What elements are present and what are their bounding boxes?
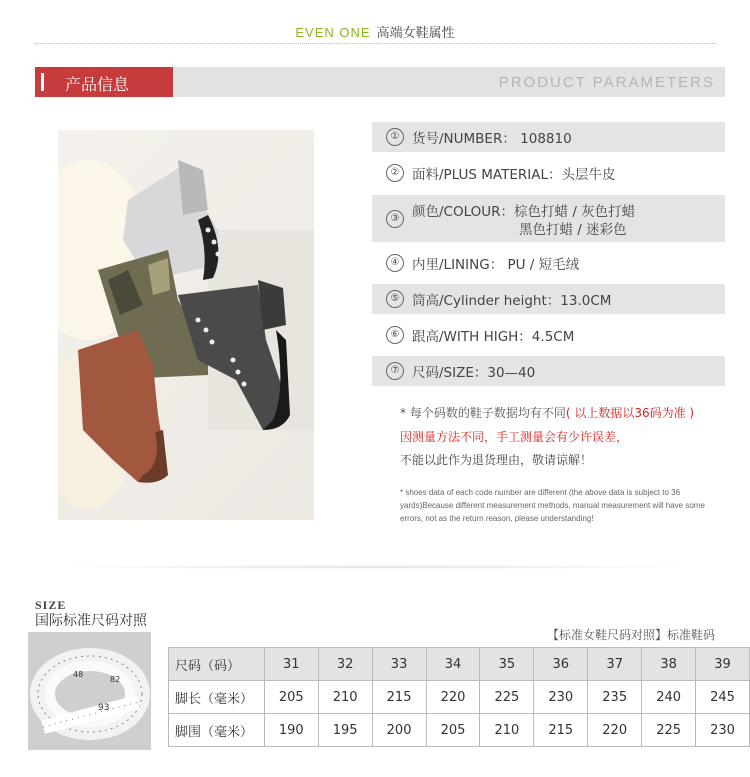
- divider-shadow: [40, 565, 710, 569]
- note-highlight: ( 以上数据以36码为准 ): [565, 406, 695, 420]
- param-label: 尺码/SIZE：30—40: [412, 365, 536, 381]
- param-label-line1: 颜色/COLOUR：棕色打蜡 / 灰色打蜡: [412, 204, 636, 220]
- table-cell: 225: [642, 714, 696, 747]
- table-cell: 35: [480, 648, 534, 681]
- param-index: ⑤: [386, 290, 404, 308]
- param-label: [412, 203, 635, 239]
- measuring-tape-illustration: [28, 632, 151, 750]
- table-cell: 245: [696, 681, 750, 714]
- param-label-line2: 黑色打蜡 / 迷彩色: [519, 222, 627, 238]
- param-size: [372, 356, 725, 386]
- table-cell: 195: [318, 714, 372, 747]
- svg-text:48: 48: [73, 670, 84, 679]
- svg-text:82: 82: [110, 675, 121, 684]
- param-material: [372, 158, 725, 188]
- table-cell: 190: [264, 714, 318, 747]
- table-cell: 235: [588, 681, 642, 714]
- param-number: [372, 122, 725, 152]
- page-subtitle: 高端女鞋属性: [376, 26, 455, 41]
- table-cell: 36: [534, 648, 588, 681]
- table-cell: 230: [534, 681, 588, 714]
- table-cell: 39: [696, 648, 750, 681]
- param-index: ③: [386, 210, 404, 228]
- table-cell: 210: [480, 714, 534, 747]
- table-row: [169, 648, 750, 681]
- table-cell: 210: [318, 681, 372, 714]
- table-cell: 32: [318, 648, 372, 681]
- boots-illustration: [58, 130, 314, 520]
- size-title-cn: 国际标准尺码对照: [35, 613, 147, 629]
- param-index: ⑥: [386, 326, 404, 344]
- product-photo: [58, 130, 314, 520]
- table-cell: 230: [696, 714, 750, 747]
- row-header: 脚长（毫米）: [169, 681, 265, 714]
- table-cell: 225: [480, 681, 534, 714]
- note-line-1: [400, 404, 694, 421]
- brand-name: EVEN ONE: [295, 25, 371, 40]
- header-title-en: PRODUCT PARAMETERS: [498, 74, 715, 91]
- row-header: 尺码（码）: [169, 648, 265, 681]
- param-index: ⑦: [386, 362, 404, 380]
- param-cylinder-height: [372, 284, 725, 314]
- divider: [35, 43, 715, 44]
- table-cell: 205: [264, 681, 318, 714]
- section-header: [35, 67, 725, 97]
- param-label: 筒高/Cylinder height：13.0CM: [412, 293, 612, 309]
- header-title-cn: 产品信息: [65, 75, 130, 94]
- header-marker: [41, 73, 44, 91]
- table-cell: 33: [372, 648, 426, 681]
- note-text: * 每个码数的鞋子数据均有不同: [400, 406, 566, 420]
- param-index: ④: [386, 254, 404, 272]
- param-index: ②: [386, 164, 404, 182]
- table-row: [169, 714, 750, 747]
- table-cell: 200: [372, 714, 426, 747]
- svg-text:93: 93: [98, 703, 110, 713]
- size-table-caption: 【标准女鞋尺码对照】标准鞋码: [546, 628, 715, 642]
- table-row: [169, 681, 750, 714]
- note-line-3: 不能以此作为退货理由，敬请谅解！: [400, 453, 593, 467]
- table-cell: 37: [588, 648, 642, 681]
- table-cell: 215: [534, 714, 588, 747]
- size-title-en: SIZE: [35, 598, 67, 612]
- param-label: 面料/PLUS MATERIAL：头层牛皮: [412, 167, 616, 183]
- size-table: [168, 647, 750, 747]
- param-colour: [372, 195, 725, 242]
- table-cell: 34: [426, 648, 480, 681]
- page-title: [0, 22, 750, 41]
- table-cell: 31: [264, 648, 318, 681]
- table-cell: 220: [426, 681, 480, 714]
- table-cell: 38: [642, 648, 696, 681]
- table-cell: 240: [642, 681, 696, 714]
- param-index: ①: [386, 128, 404, 146]
- param-label: 内里/LINING： PU / 短毛绒: [412, 257, 580, 273]
- table-cell: 220: [588, 714, 642, 747]
- table-cell: 215: [372, 681, 426, 714]
- note-english: * shoes data of each code number are different (the above data is subject to 36 yards)Because different measurement methods, manual measurement will have some errors, not as the return reason, please understanding!: [400, 488, 705, 523]
- param-label: 货号/NUMBER： 108810: [412, 131, 572, 147]
- param-lining: [372, 248, 725, 278]
- table-cell: 205: [426, 714, 480, 747]
- section-header-label: [35, 67, 173, 97]
- note-line-2: 因测量方法不同，手工测量会有少许误差，: [400, 430, 629, 444]
- param-heel-height: [372, 320, 725, 350]
- param-label: 跟高/WITH HIGH：4.5CM: [412, 329, 575, 345]
- row-header: 脚围（毫米）: [169, 714, 265, 747]
- measuring-tape-photo: [28, 632, 151, 750]
